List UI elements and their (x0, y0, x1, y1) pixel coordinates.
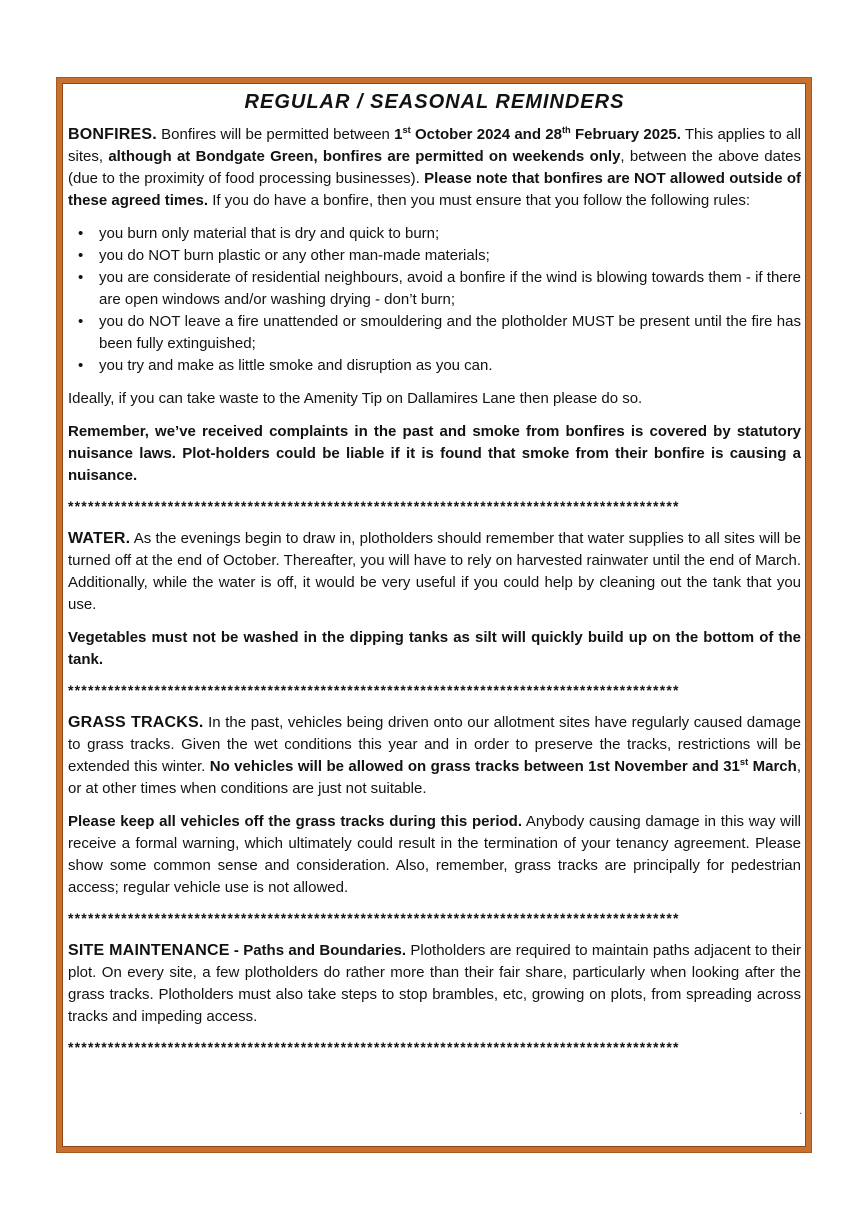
text-run: March (748, 758, 797, 775)
bullet-icon: • (78, 247, 84, 264)
vehicles-warning-paragraph (68, 811, 801, 899)
list-item (68, 355, 801, 377)
separator-stars: ******************************************************************************************** (68, 1039, 680, 1055)
stray-mark: . (799, 1103, 803, 1117)
site-maintenance-heading: SITE MAINTENANCE (68, 942, 230, 959)
amenity-tip-paragraph: Ideally, if you can take waste to the Amenity Tip on Dallamires Lane then please do so. (68, 390, 643, 407)
text-run: No vehicles will be allowed on grass tracks between 1st November and 31 (209, 758, 740, 775)
text-run: - Paths and Boundaries. (229, 942, 407, 959)
bullet-icon: • (78, 269, 84, 286)
text-run: February 2025. (570, 126, 681, 143)
bullet-icon: • (78, 313, 84, 330)
text-run: Please keep all vehicles off the grass tracks during this period. (68, 813, 522, 830)
bullet-icon: • (78, 225, 84, 242)
list-item-text: you do NOT burn plastic or any other man-made materials; (99, 247, 490, 264)
text-run: although at Bondgate Green, bonfires are permitted on weekends only (108, 148, 621, 165)
text-run: If you do have a bonfire, then you must ensure that you follow the following rules: (208, 192, 751, 209)
list-item-text: you burn only material that is dry and quick to burn; (99, 225, 440, 242)
text-run: In the past, vehicles being driven onto our allotment sites have regularly caused damage to grass tracks. Given the wet conditions this year and in order to preserve the tracks, restrictions will be extended this winter. (68, 714, 801, 775)
text-run: Vegetables must not be washed in the dipping tanks as silt will quickly build up on the bottom of the tank. (68, 629, 801, 668)
bullet-icon: • (78, 357, 84, 374)
separator-stars: ******************************************************************************************** (68, 682, 680, 698)
site-maintenance-paragraph (68, 940, 801, 1028)
list-item (68, 267, 801, 311)
text-run: As the evenings begin to draw in, plotholders should remember that water supplies to all sites will be turned off at the end of October. Thereafter, you will have to rely on harvested rainwater until the end of March. Additionally, while the water is off, it would be very useful if you could help by cleaning out the tank that you use. (68, 530, 801, 613)
bonfires-heading: BONFIRES. (68, 126, 157, 143)
grass-tracks-heading: GRASS TRACKS. (68, 714, 204, 731)
text-run: October 2024 and 28 (410, 126, 562, 143)
water-heading: WATER. (68, 530, 131, 547)
ordinal-superscript: st (739, 757, 749, 767)
page-content (68, 91, 801, 1056)
water-paragraph (68, 528, 801, 616)
list-item (68, 245, 801, 267)
list-item (68, 311, 801, 355)
list-item (68, 223, 801, 245)
text-run: 1 (394, 126, 403, 143)
text-run: Bonfires will be permitted between (156, 126, 395, 143)
text-run: This applies to all sites, (68, 126, 801, 165)
bonfires-paragraph (68, 124, 801, 212)
list-item-text: you do NOT leave a fire unattended or smouldering and the plotholder MUST be present until the fire has been fully extinguished; (99, 313, 801, 352)
separator-stars: ******************************************************************************************** (68, 910, 680, 926)
page-title: REGULAR / SEASONAL REMINDERS (244, 91, 625, 113)
ordinal-superscript: th (561, 125, 571, 135)
list-item-text: you are considerate of residential neighbours, avoid a bonfire if the wind is blowing towards them - if there are open windows and/or washing drying - don’t burn; (99, 269, 801, 308)
separator-stars: ******************************************************************************************** (68, 498, 680, 514)
text-run: Plotholders are required to maintain paths adjacent to their plot. On every site, a few plotholders do rather more than their fair share, particularly when looking after the grass tracks. Plotholders must also take steps to stop brambles, etc, growing on plots, from spreading across tracks and impeding access. (68, 942, 801, 1025)
text-run: Remember, we’ve received complaints in the past and smoke from bonfires is covered by statutory nuisance laws. Plot-holders could be liable if it is found that smoke from their bonfire is causing a nuisance. (68, 423, 801, 484)
bonfire-rules-list (68, 223, 801, 377)
grass-tracks-paragraph (68, 712, 801, 800)
text-run: Anybody causing damage in this way will receive a formal warning, which ultimately could result in the termination of your tenancy agreement. Please show some common sense and consideration. Also, remember, grass tracks are principally for pedestrian access; regular vehicle use is not allowed. (68, 813, 801, 896)
text-run: , between the above dates (due to the proximity of food processing businesses). (68, 148, 801, 187)
ordinal-superscript: st (402, 125, 411, 135)
dipping-tanks-paragraph (68, 627, 801, 671)
page-border-frame (57, 78, 811, 1152)
nuisance-warning-paragraph (68, 421, 801, 487)
text-run: , or at other times when conditions are just not suitable. (68, 758, 801, 797)
text-run: Please note that bonfires are NOT allowed outside of these agreed times. (68, 170, 801, 209)
list-item-text: you try and make as little smoke and disruption as you can. (99, 357, 493, 374)
